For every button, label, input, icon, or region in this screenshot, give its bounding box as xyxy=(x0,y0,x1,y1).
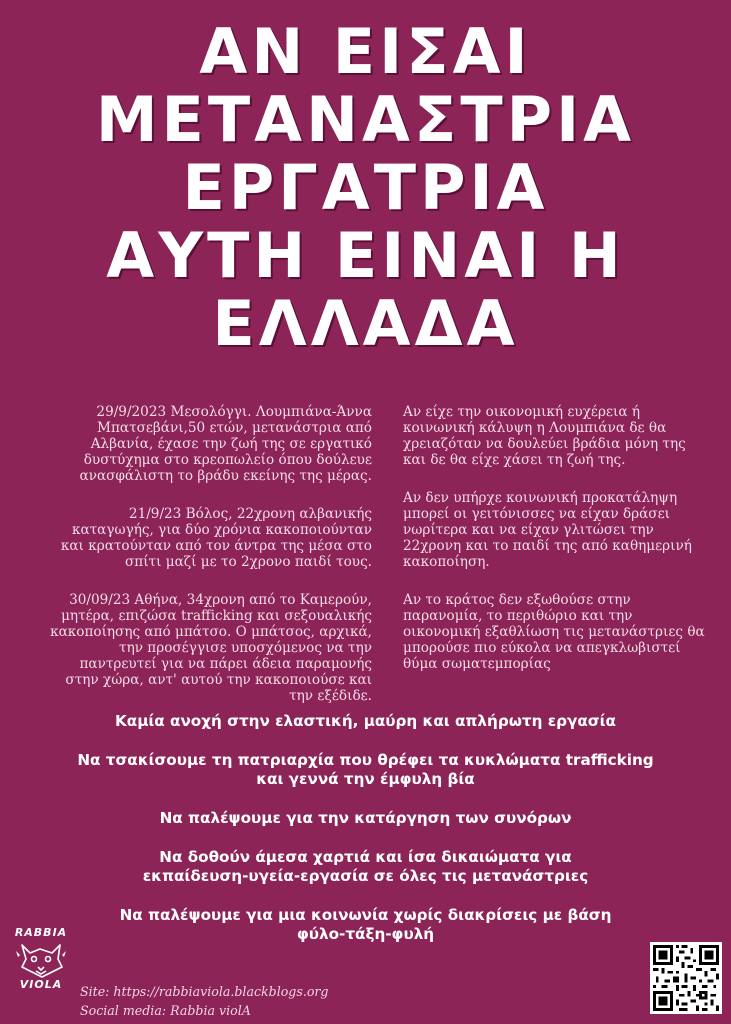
commentary-column xyxy=(403,404,708,692)
headline xyxy=(0,15,731,360)
slogans xyxy=(0,712,731,964)
commentary-paragraph: Αν είχε την οικονομική ευχέρεια ή κοινωνική κάλυψη η Λουμπιάνα δε θα χρειαζόταν να δουλεύει βράδια μόνη της και δε θα είχε χάσει τη ζωή της. xyxy=(403,404,686,468)
slogan: Να παλέψουμε για την κατάργηση των συνόρων xyxy=(159,809,572,827)
headline-line-3: ΕΡΓΑΤΡΙΑ xyxy=(182,151,549,224)
qr-code-graphic xyxy=(650,942,722,1014)
site-link[interactable]: Site: https://rabbiaviola.blackblogs.org xyxy=(80,984,329,999)
incident-paragraph: 30/09/23 Αθήνα, 34χρονη από το Καμερούν, μητέρα, επιζώσα trafficking και σεξουαλικής κακοποίησης από μπάτσο. Ο μπάτσος, αρχικά, την προσέγγισε υποσχόμενος να την παντρευτεί για να πάρει άδεια παραμονής στην χώρα, αντ' αυτού την κακοποιούσε και την εξέδιδε. xyxy=(50,592,372,704)
rabbia-viola-logo xyxy=(12,926,70,992)
incident-paragraph: 21/9/23 Βόλος, 22χρονη αλβανικής καταγωγής, για δύο χρόνια κακοποιούνταν και κρατούνταν από τον άντρα της μέσα στο σπίτι μαζί με το 2χρονο παιδί τους. xyxy=(60,506,372,570)
headline-line-5: ΕΛΛΑΔΑ xyxy=(212,287,519,360)
headline-line-1: ΑΝ ΕΙΣΑΙ xyxy=(199,15,532,88)
slogan: Καμία ανοχή στην ελαστική, μαύρη και απλήρωτη εργασία xyxy=(115,712,616,730)
wolf-head-icon xyxy=(12,939,70,979)
commentary-paragraph: Αν το κράτος δεν εξωθούσε στην παρανομία, το περιθώριο και την οικονομική εξαθλίωση τις μετανάστριες θα μπορούσε πιο εύκολα να απεγκλωβιστεί θύμα σωματεμπορίας xyxy=(403,592,705,672)
social-media-text: Social media: Rabbia violA xyxy=(80,1003,251,1018)
qr-code-icon[interactable] xyxy=(650,942,722,1014)
commentary-paragraph: Αν δεν υπήρχε κοινωνική προκατάληψη μπορεί οι γειτόνισσες να είχαν δράσει νωρίτερα και να είχαν γλιτώσει την 22χρονη και το παιδί της από καθημερινή κακοποίηση. xyxy=(403,490,692,570)
slogan: Να παλέψουμε για μια κοινωνία χωρίς διακρίσεις με βάση φύλο-τάξη-φυλή xyxy=(119,906,612,943)
slogan: Να δοθούν άμεσα χαρτιά και ίσα δικαιώματα για εκπαίδευση-υγεία-εργασία σε όλες τις μετανάστριες xyxy=(142,848,589,885)
logo-top-text: RABBIA xyxy=(14,926,68,939)
headline-line-2: ΜΕΤΑΝΑΣΤΡΙΑ xyxy=(95,83,636,156)
incidents-column xyxy=(50,404,372,724)
footer xyxy=(80,982,329,1020)
headline-line-4: ΑΥΤΗ ΕΙΝΑΙ Η xyxy=(106,219,625,292)
slogan: Να τσακίσουμε τη πατριαρχία που θρέφει τα κυκλώματα trafficking και γεννά την έμφυλη βία xyxy=(77,751,654,788)
incident-paragraph: 29/9/2023 Μεσολόγγι. Λουμπιάνα-Άννα Μπατσεβάνι,50 ετών, μετανάστρια από Αλβανία, έχασε την ζωή της σε εργατικό δυστύχημα στο κρεοπωλείο όπου δούλευε ανασφάλιστη το βράδυ εκείνης της μέρας. xyxy=(79,404,372,484)
logo-bottom-text: VIOLA xyxy=(19,978,63,991)
